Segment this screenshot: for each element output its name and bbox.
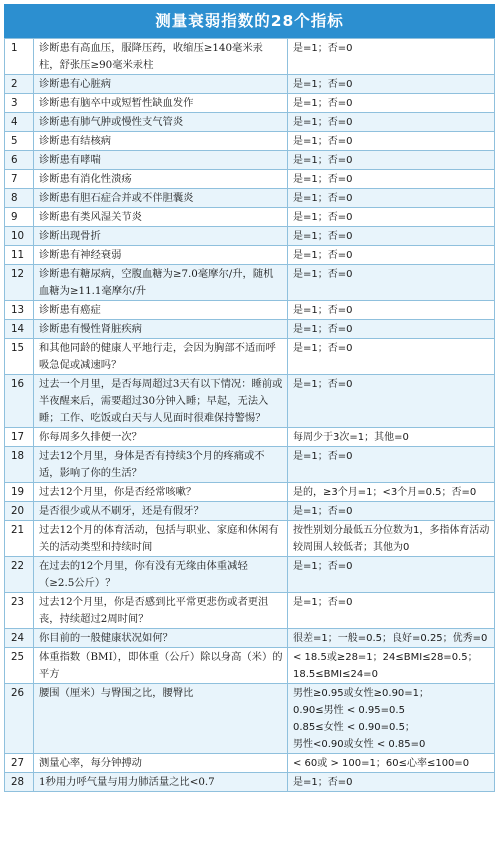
indicator-description: 诊断患有高血压，服降压药，收缩压≥140毫米汞柱，舒张压≥90毫米汞柱 <box>34 39 288 75</box>
table-row <box>5 773 495 792</box>
table-row <box>5 502 495 521</box>
table-row <box>5 94 495 113</box>
table-row <box>5 170 495 189</box>
scoring-rule <box>288 113 495 132</box>
scoring-rule <box>288 428 495 447</box>
table-row <box>5 648 495 684</box>
scoring-rule-line: 18.5≤BMI≤24=0 <box>293 669 378 680</box>
table-row <box>5 339 495 375</box>
row-number: 5 <box>5 132 34 151</box>
indicator-description: 诊断患有癌症 <box>34 301 288 320</box>
scoring-rule-line: < 60或 > 100=1；60≤心率≤100=0 <box>293 758 470 769</box>
row-number: 16 <box>5 375 34 428</box>
indicator-description: 诊断患有肺气肿或慢性支气管炎 <box>34 113 288 132</box>
indicator-description: 和其他同龄的健康人平地行走，会因为胸部不适而呼吸急促或减速吗？ <box>34 339 288 375</box>
indicator-description: 诊断患有心脏病 <box>34 75 288 94</box>
indicator-description: 诊断患有脑卒中或短暂性缺血发作 <box>34 94 288 113</box>
scoring-rule <box>288 94 495 113</box>
row-number: 22 <box>5 557 34 593</box>
table-row <box>5 208 495 227</box>
indicator-description: 诊断出现骨折 <box>34 227 288 246</box>
row-number: 2 <box>5 75 34 94</box>
scoring-rule <box>288 648 495 684</box>
table-row <box>5 132 495 151</box>
indicator-description: 诊断患有消化性溃疡 <box>34 170 288 189</box>
scoring-rule-line: 每周少于3次=1；其他=0 <box>293 432 409 443</box>
row-number: 28 <box>5 773 34 792</box>
scoring-rule <box>288 773 495 792</box>
scoring-rule-line: 男性<0.90或女性 < 0.85=0 <box>293 739 426 750</box>
scoring-rule-line: 是=1；否=0 <box>293 305 353 316</box>
scoring-rule-line: 0.90≤男性 < 0.95=0.5 <box>293 705 405 716</box>
scoring-rule-line: 是=1；否=0 <box>293 155 353 166</box>
row-number: 21 <box>5 521 34 557</box>
table-row <box>5 75 495 94</box>
row-number: 8 <box>5 189 34 208</box>
scoring-rule-line: 是=1；否=0 <box>293 250 353 261</box>
scoring-rule-line: 是=1；否=0 <box>293 136 353 147</box>
scoring-rule-line: 是=1；否=0 <box>293 324 353 335</box>
table-row <box>5 629 495 648</box>
scoring-rule-line: 是=1；否=0 <box>293 231 353 242</box>
indicator-description: 诊断患有胆石症合并或不伴胆囊炎 <box>34 189 288 208</box>
table-row <box>5 39 495 75</box>
row-number: 26 <box>5 684 34 754</box>
table-row <box>5 483 495 502</box>
row-number: 20 <box>5 502 34 521</box>
scoring-rule-line: 是=1；否=0 <box>293 79 353 90</box>
row-number: 3 <box>5 94 34 113</box>
scoring-rule <box>288 593 495 629</box>
scoring-rule-line: 按性别划分最低五分位数为1，多指体育活动较周围人较低者；其他为0 <box>293 525 490 553</box>
scoring-rule <box>288 265 495 301</box>
indicator-description: 诊断患有糖尿病，空腹血糖为≥7.0毫摩尔/升，随机血糖为≥11.1毫摩尔/升 <box>34 265 288 301</box>
row-number: 9 <box>5 208 34 227</box>
scoring-rule <box>288 502 495 521</box>
scoring-rule-line: 是=1；否=0 <box>293 506 353 517</box>
row-number: 23 <box>5 593 34 629</box>
scoring-rule-line: 是=1；否=0 <box>293 343 353 354</box>
scoring-rule-line: 是=1；否=0 <box>293 777 353 788</box>
table-row <box>5 447 495 483</box>
scoring-rule <box>288 320 495 339</box>
table-row <box>5 428 495 447</box>
table-row <box>5 684 495 754</box>
table-row <box>5 301 495 320</box>
indicator-description: 诊断患有哮喘 <box>34 151 288 170</box>
scoring-rule <box>288 447 495 483</box>
row-number: 1 <box>5 39 34 75</box>
indicator-description: 过去12个月里，你是否感到比平常更悲伤或者更沮丧，持续超过2周时间？ <box>34 593 288 629</box>
table-row <box>5 593 495 629</box>
row-number: 11 <box>5 246 34 265</box>
indicator-description: 诊断患有结核病 <box>34 132 288 151</box>
indicator-description: 在过去的12个月里，你有没有无缘由体重减轻（≥2.5公斤）？ <box>34 557 288 593</box>
indicator-description: 诊断患有慢性肾脏疾病 <box>34 320 288 339</box>
table-row <box>5 151 495 170</box>
scoring-rule-line: 是=1；否=0 <box>293 212 353 223</box>
table-title: 测量衰弱指数的28个指标 <box>4 4 495 38</box>
scoring-rule-line: 是=1；否=0 <box>293 379 353 390</box>
scoring-rule <box>288 483 495 502</box>
table-row <box>5 557 495 593</box>
indicator-description: 测量心率，每分钟搏动 <box>34 754 288 773</box>
scoring-rule <box>288 301 495 320</box>
scoring-rule <box>288 189 495 208</box>
scoring-rule-line: 是=1；否=0 <box>293 597 353 608</box>
indicator-description: 腰围（厘米）与臀围之比，腰臀比 <box>34 684 288 754</box>
row-number: 14 <box>5 320 34 339</box>
row-number: 25 <box>5 648 34 684</box>
row-number: 12 <box>5 265 34 301</box>
scoring-rule-line: < 18.5或≥28=1；24≤BMI≤28=0.5； <box>293 652 478 663</box>
indicator-description: 过去12个月里，你是否经常咳嗽？ <box>34 483 288 502</box>
scoring-rule-line: 是=1；否=0 <box>293 174 353 185</box>
indicator-table <box>4 38 495 792</box>
table-row <box>5 521 495 557</box>
table-row <box>5 375 495 428</box>
scoring-rule-line: 男性≥0.95或女性≥0.90=1； <box>293 688 430 699</box>
table-row <box>5 320 495 339</box>
row-number: 7 <box>5 170 34 189</box>
indicator-description: 1秒用力呼气量与用力肺活量之比<0.7 <box>34 773 288 792</box>
row-number: 24 <box>5 629 34 648</box>
scoring-rule <box>288 339 495 375</box>
scoring-rule-line: 是=1；否=0 <box>293 451 353 462</box>
row-number: 27 <box>5 754 34 773</box>
table-row <box>5 113 495 132</box>
scoring-rule-line: 很差=1；一般=0.5；良好=0.25；优秀=0 <box>293 633 488 644</box>
row-number: 19 <box>5 483 34 502</box>
indicator-table-panel <box>4 4 495 792</box>
row-number: 6 <box>5 151 34 170</box>
scoring-rule <box>288 132 495 151</box>
scoring-rule-line: 是的，≥3个月=1；<3个月=0.5；否=0 <box>293 487 477 498</box>
indicator-description: 你目前的一般健康状况如何？ <box>34 629 288 648</box>
scoring-rule <box>288 754 495 773</box>
scoring-rule <box>288 170 495 189</box>
row-number: 10 <box>5 227 34 246</box>
scoring-rule-line: 是=1；否=0 <box>293 98 353 109</box>
indicator-description: 过去12个月里，身体是否有持续3个月的疼痛或不适，影响了你的生活？ <box>34 447 288 483</box>
row-number: 4 <box>5 113 34 132</box>
indicator-description: 诊断患有类风湿关节炎 <box>34 208 288 227</box>
row-number: 13 <box>5 301 34 320</box>
table-row <box>5 265 495 301</box>
indicator-description: 体重指数（BMI），即体重（公斤）除以身高（米）的平方 <box>34 648 288 684</box>
scoring-rule-line: 是=1；否=0 <box>293 561 353 572</box>
row-number: 18 <box>5 447 34 483</box>
scoring-rule <box>288 75 495 94</box>
scoring-rule-line: 0.85≤女性 < 0.90=0.5； <box>293 722 415 733</box>
scoring-rule <box>288 557 495 593</box>
scoring-rule <box>288 227 495 246</box>
scoring-rule <box>288 684 495 754</box>
row-number: 17 <box>5 428 34 447</box>
scoring-rule <box>288 521 495 557</box>
scoring-rule-line: 是=1；否=0 <box>293 117 353 128</box>
table-row <box>5 754 495 773</box>
table-row <box>5 246 495 265</box>
scoring-rule <box>288 629 495 648</box>
scoring-rule <box>288 208 495 227</box>
indicator-description: 你每周多久排便一次？ <box>34 428 288 447</box>
scoring-rule <box>288 39 495 75</box>
indicator-description: 诊断患有神经衰弱 <box>34 246 288 265</box>
scoring-rule-line: 是=1；否=0 <box>293 269 353 280</box>
scoring-rule <box>288 246 495 265</box>
indicator-description: 过去一个月里，是否每周超过3天有以下情况：睡前或半夜醒来后，需要超过30分钟入睡；早起，无法入睡；工作、吃饭或白天与人见面时很难保持警惕？ <box>34 375 288 428</box>
indicator-description: 是否很少或从不刷牙，还是有假牙？ <box>34 502 288 521</box>
table-row <box>5 227 495 246</box>
scoring-rule <box>288 375 495 428</box>
table-row <box>5 189 495 208</box>
scoring-rule-line: 是=1；否=0 <box>293 43 353 54</box>
scoring-rule-line: 是=1；否=0 <box>293 193 353 204</box>
indicator-description: 过去12个月的体育活动，包括与职业、家庭和休闲有关的活动类型和持续时间 <box>34 521 288 557</box>
row-number: 15 <box>5 339 34 375</box>
scoring-rule <box>288 151 495 170</box>
